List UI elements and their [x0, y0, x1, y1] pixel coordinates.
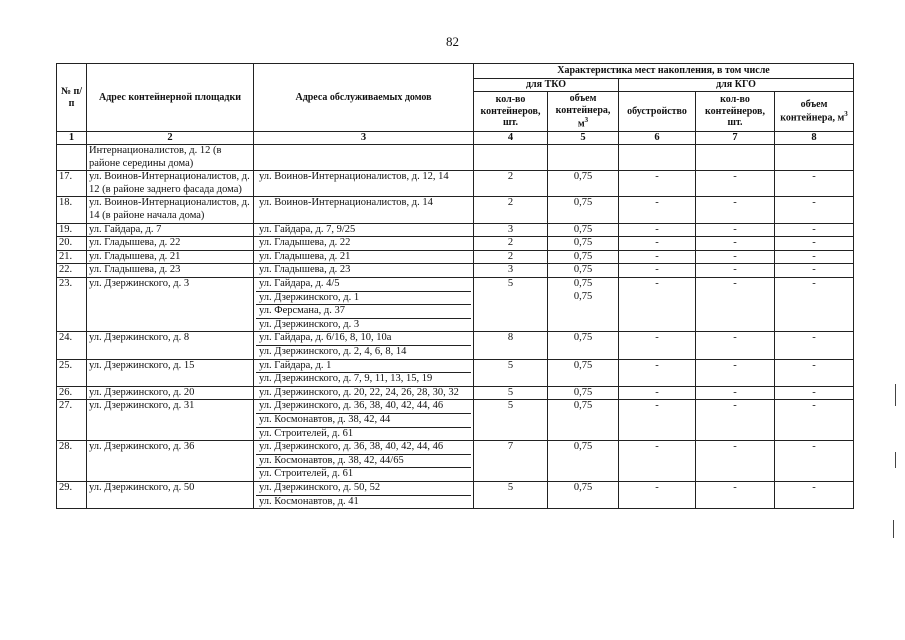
row-number: 21.	[57, 250, 87, 264]
served-houses	[254, 400, 474, 441]
row-number: 23.	[57, 278, 87, 332]
tko-container-count: 2	[474, 171, 548, 197]
tko-container-count: 7	[474, 441, 548, 482]
served-house-line: ул. Космонавтов, д. 41	[259, 495, 359, 507]
served-house-line: ул. Дзержинского, д. 36, 38, 40, 42, 44, 46	[256, 441, 471, 455]
site-address: ул. Дзержинского, д. 31	[87, 400, 254, 441]
served-house-line: ул. Гладышева, д. 22	[259, 237, 351, 249]
served-house-line: ул. Космонавтов, д. 38, 42, 44/65	[256, 455, 471, 469]
volume-value: 0,75	[573, 386, 593, 398]
table-row	[57, 223, 854, 237]
kgo-setup: -	[619, 264, 696, 278]
kgo-container-count: -	[696, 223, 775, 237]
volume-value: 0,75	[573, 400, 593, 412]
served-houses	[254, 481, 474, 508]
tko-container-count: 3	[474, 264, 548, 278]
row-number: 27.	[57, 400, 87, 441]
served-houses	[254, 171, 474, 197]
kgo-container-count: -	[696, 250, 775, 264]
served-house-line: ул. Дзержинского, д. 2, 4, 6, 8, 14	[259, 345, 407, 357]
kgo-setup: -	[619, 250, 696, 264]
margin-mark	[895, 452, 896, 468]
kgo-setup: -	[619, 359, 696, 386]
kgo-container-count: -	[696, 332, 775, 359]
kgo-setup: -	[619, 386, 696, 400]
col-number: 8	[775, 132, 854, 145]
kgo-container-count: -	[696, 481, 775, 508]
tko-container-volume	[548, 332, 619, 359]
kgo-container-count: -	[696, 264, 775, 278]
tko-container-count	[474, 145, 548, 171]
tko-container-volume	[548, 481, 619, 508]
served-house-line: ул. Космонавтов, д. 38, 42, 44	[256, 414, 471, 428]
served-house-line: ул. Ферсмана, д. 37	[256, 305, 471, 319]
served-houses	[254, 264, 474, 278]
tko-container-count: 5	[474, 400, 548, 441]
table-row	[57, 237, 854, 251]
col-number: 6	[619, 132, 696, 145]
col-number: 3	[254, 132, 474, 145]
tko-container-volume	[548, 264, 619, 278]
tko-container-volume	[548, 197, 619, 223]
kgo-setup: -	[619, 278, 696, 332]
tko-container-count: 8	[474, 332, 548, 359]
kgo-container-volume: -	[775, 171, 854, 197]
tko-container-volume	[548, 386, 619, 400]
volume-value: 0,75	[573, 171, 593, 183]
row-number: 17.	[57, 171, 87, 197]
kgo-setup: -	[619, 400, 696, 441]
header-tko-volume: объем контейнера, $м^3$	[548, 92, 619, 132]
kgo-setup	[619, 145, 696, 171]
kgo-container-volume: -	[775, 223, 854, 237]
kgo-container-count: -	[696, 197, 775, 223]
table-row	[57, 332, 854, 359]
site-address: ул. Гайдара, д. 7	[87, 223, 254, 237]
kgo-container-volume: -	[775, 250, 854, 264]
kgo-setup: -	[619, 441, 696, 482]
served-houses	[254, 145, 474, 171]
table-row	[57, 171, 854, 197]
tko-container-count: 5	[474, 359, 548, 386]
served-house-line: ул. Дзержинского, д. 20, 22, 24, 26, 28, 30, 32	[259, 386, 459, 398]
kgo-setup: -	[619, 171, 696, 197]
served-houses	[254, 237, 474, 251]
tko-container-volume	[548, 400, 619, 441]
volume-value: 0,75	[573, 237, 593, 249]
kgo-container-volume: -	[775, 481, 854, 508]
kgo-container-volume	[775, 145, 854, 171]
row-number: 22.	[57, 264, 87, 278]
kgo-container-volume: -	[775, 359, 854, 386]
header-kgo-setup: обустройство	[619, 92, 696, 132]
row-number	[57, 145, 87, 171]
table-row	[57, 441, 854, 482]
site-address: ул. Воинов-Интернационалистов, д. 12 (в районе заднего фасада дома)	[87, 171, 254, 197]
header-kgo-count: кол-во контейнеров, шт.	[696, 92, 775, 132]
served-houses	[254, 386, 474, 400]
col-number: 4	[474, 132, 548, 145]
tko-container-volume	[548, 278, 619, 332]
tko-container-volume	[548, 359, 619, 386]
served-houses	[254, 197, 474, 223]
kgo-container-volume: -	[775, 386, 854, 400]
tko-container-count: 2	[474, 250, 548, 264]
kgo-setup: -	[619, 332, 696, 359]
served-house-line: ул. Гладышева, д. 21	[259, 250, 351, 262]
volume-value: 0,75	[573, 223, 593, 235]
col-number: 1	[57, 132, 87, 145]
header-num: № п/п	[57, 64, 87, 132]
site-address: ул. Гладышева, д. 22	[87, 237, 254, 251]
container-sites-table	[56, 63, 854, 509]
served-house-line: ул. Дзержинского, д. 50, 52	[256, 482, 471, 496]
margin-mark	[895, 384, 896, 406]
table-row	[57, 386, 854, 400]
row-number: 24.	[57, 332, 87, 359]
row-number: 28.	[57, 441, 87, 482]
served-houses	[254, 250, 474, 264]
header-kgo: для КГО	[619, 79, 854, 92]
table-row	[57, 250, 854, 264]
kgo-container-volume: -	[775, 237, 854, 251]
volume-value: 0,75	[573, 264, 593, 276]
site-address: ул. Дзержинского, д. 3	[87, 278, 254, 332]
served-house-line: ул. Дзержинского, д. 3	[259, 318, 360, 330]
served-houses	[254, 332, 474, 359]
kgo-container-volume: -	[775, 400, 854, 441]
col-number: 7	[696, 132, 775, 145]
served-houses	[254, 359, 474, 386]
kgo-setup: -	[619, 237, 696, 251]
served-house-line: ул. Дзержинского, д. 7, 9, 11, 13, 15, 19	[259, 373, 433, 385]
table-row	[57, 264, 854, 278]
served-house-line: ул. Воинов-Интернационалистов, д. 12, 14	[259, 171, 449, 183]
volume-value: 0,75	[573, 250, 593, 262]
tko-container-volume	[548, 250, 619, 264]
site-address: ул. Дзержинского, д. 15	[87, 359, 254, 386]
volume-value: 0,75	[573, 441, 593, 453]
served-house-line: ул. Строителей, д. 61	[259, 427, 354, 439]
tko-container-volume	[548, 237, 619, 251]
header-served-houses: Адреса обслуживаемых домов	[254, 64, 474, 132]
header-tko-count: кол-во контейнеров, шт.	[474, 92, 548, 132]
tko-container-volume	[548, 441, 619, 482]
served-house-line: ул. Гайдара, д. 6/16, 8, 10, 10а	[256, 332, 471, 346]
tko-container-count: 2	[474, 237, 548, 251]
col-number: 2	[87, 132, 254, 145]
volume-value: 0,75	[573, 332, 593, 344]
tko-container-count: 5	[474, 386, 548, 400]
kgo-container-volume: -	[775, 441, 854, 482]
kgo-setup: -	[619, 197, 696, 223]
volume-value: 0,75	[573, 278, 593, 289]
served-houses	[254, 441, 474, 482]
table-row	[57, 400, 854, 441]
served-house-line: ул. Гайдара, д. 7, 9/25	[259, 223, 356, 235]
site-address: ул. Гладышева, д. 21	[87, 250, 254, 264]
table-row	[57, 145, 854, 171]
volume-value: 0,75	[573, 290, 593, 302]
served-house-line: ул. Гайдара, д. 4/5	[256, 278, 471, 292]
row-number: 18.	[57, 197, 87, 223]
tko-container-volume	[548, 145, 619, 171]
kgo-container-count: -	[696, 171, 775, 197]
site-address: ул. Дзержинского, д. 8	[87, 332, 254, 359]
row-number: 19.	[57, 223, 87, 237]
kgo-container-count: -	[696, 386, 775, 400]
header-site-address: Адрес контейнерной площадки	[87, 64, 254, 132]
kgo-container-count	[696, 145, 775, 171]
served-house-line: ул. Гладышева, д. 23	[259, 264, 351, 276]
table-row	[57, 359, 854, 386]
table-row	[57, 481, 854, 508]
tko-container-volume	[548, 171, 619, 197]
site-address: ул. Дзержинского, д. 36	[87, 441, 254, 482]
kgo-setup: -	[619, 223, 696, 237]
site-address: ул. Воинов-Интернационалистов, д. 14 (в районе начала дома)	[87, 197, 254, 223]
volume-value: 0,75	[573, 197, 593, 209]
kgo-container-volume: -	[775, 264, 854, 278]
header-tko: для ТКО	[474, 79, 619, 92]
margin-mark	[893, 520, 894, 538]
kgo-container-volume: -	[775, 332, 854, 359]
served-houses	[254, 278, 474, 332]
row-number: 20.	[57, 237, 87, 251]
kgo-container-count: -	[696, 359, 775, 386]
site-address: ул. Дзержинского, д. 50	[87, 481, 254, 508]
tko-container-count: 5	[474, 481, 548, 508]
served-houses	[254, 223, 474, 237]
tko-container-volume	[548, 223, 619, 237]
page-number: 82	[446, 34, 459, 49]
served-house-line: ул. Дзержинского, д. 1	[256, 292, 471, 306]
kgo-container-count: -	[696, 278, 775, 332]
kgo-container-count: -	[696, 441, 775, 482]
table-row	[57, 197, 854, 223]
kgo-container-volume: -	[775, 197, 854, 223]
table-row	[57, 278, 854, 332]
header-kgo-volume: объем контейнера, $м^3$	[775, 92, 854, 132]
kgo-container-count: -	[696, 237, 775, 251]
kgo-container-volume: -	[775, 278, 854, 332]
volume-value: 0,75	[573, 359, 593, 371]
col-number: 5	[548, 132, 619, 145]
served-house-line: ул. Дзержинского, д. 36, 38, 40, 42, 44, 46	[256, 400, 471, 414]
tko-container-count: 2	[474, 197, 548, 223]
site-address: Интернационалистов, д. 12 (в районе середины дома)	[87, 145, 254, 171]
row-number: 29.	[57, 481, 87, 508]
row-number: 26.	[57, 386, 87, 400]
site-address: ул. Дзержинского, д. 20	[87, 386, 254, 400]
kgo-container-count: -	[696, 400, 775, 441]
header-characteristics: Характеристика мест накопления, в том числе	[474, 64, 854, 79]
volume-value: 0,75	[573, 481, 593, 493]
served-house-line: ул. Гайдара, д. 1	[256, 360, 471, 374]
tko-container-count: 3	[474, 223, 548, 237]
tko-container-count: 5	[474, 278, 548, 332]
site-address: ул. Гладышева, д. 23	[87, 264, 254, 278]
kgo-setup: -	[619, 481, 696, 508]
served-house-line: ул. Воинов-Интернационалистов, д. 14	[259, 197, 433, 209]
served-house-line: ул. Строителей, д. 61	[259, 468, 354, 480]
row-number: 25.	[57, 359, 87, 386]
